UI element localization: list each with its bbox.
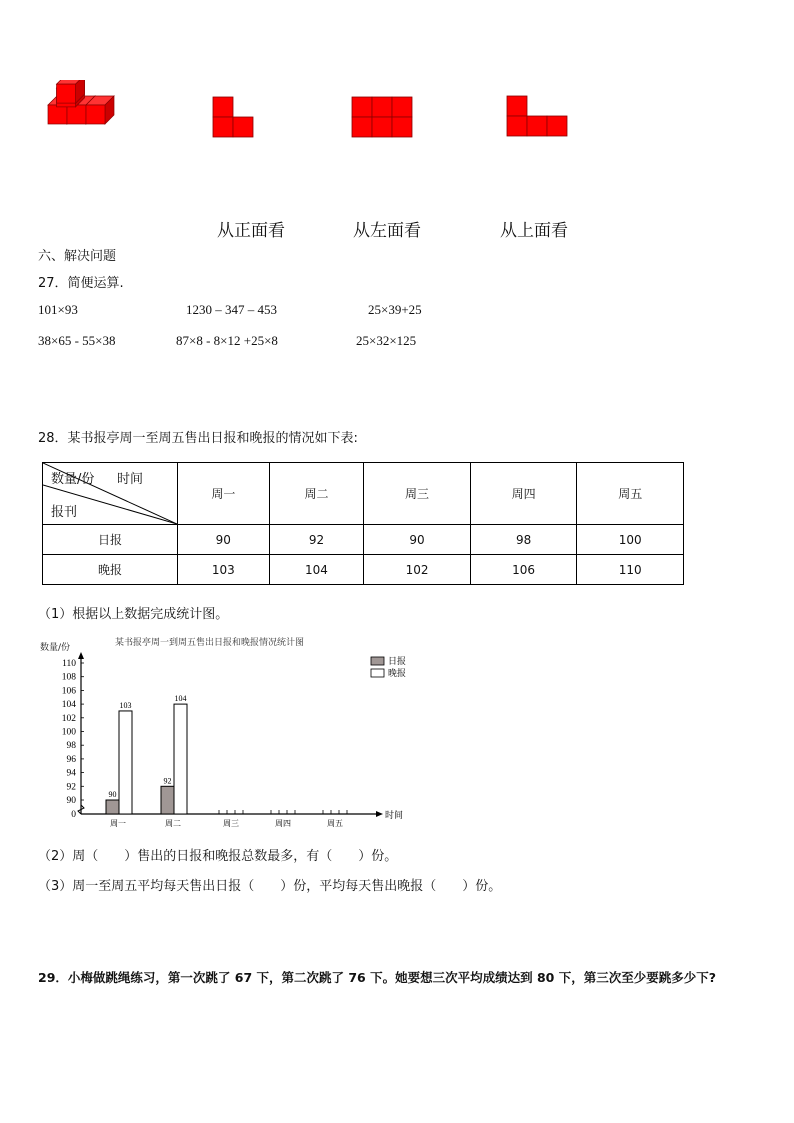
q27-expr-2: 1230 – 347 – 453 [186,302,277,317]
x-tick-label: 周二 [165,819,181,828]
bar-evening [119,711,132,814]
bar-daily [106,800,119,814]
y-tick-label: 96 [66,754,76,765]
header-cell: 周四 [470,463,577,525]
row-label: 晚报 [43,555,178,585]
bar-value-label: 103 [119,700,132,710]
view-square [352,117,372,137]
y-tick-label: 100 [61,727,76,738]
table-cell: 106 [470,555,577,585]
bar-value-label: 90 [108,790,117,799]
q27-expr-6: 25×32×125 [356,333,417,348]
y-axis-arrow [78,652,84,659]
view-label-top: 从上面看 [500,221,568,241]
table-cell: 90 [364,525,471,555]
view-square [352,97,372,117]
cube-front-face [48,105,67,124]
legend-label: 日报 [388,657,407,667]
table-row [43,525,684,555]
x-tick-label: 周四 [275,819,291,828]
x-axis-arrow [376,811,383,817]
q28-sub1: （1）根据以上数据完成统计图。 [38,607,229,622]
header-cell: 周二 [269,463,364,525]
q27-expr-5: 87×8 - 8×12 +25×8 [176,333,278,348]
legend-label: 晚报 [388,669,407,679]
left-view-shape [352,97,412,137]
row-label: 日报 [43,525,178,555]
header-cell: 周一 [178,463,270,525]
cube-front-face [57,84,76,103]
y-tick-label: 106 [61,686,76,697]
header-cell: 周三 [364,463,471,525]
view-label-left: 从左面看 [353,221,421,241]
table-cell: 104 [269,555,364,585]
table-cell: 98 [470,525,577,555]
table-cell: 102 [364,555,471,585]
y-tick-label: 108 [61,672,76,683]
q27-expr-4: 38×65 - 55×38 [38,333,116,348]
y-tick-label: 102 [61,713,76,724]
section-title: 六、解决问题 [38,249,117,264]
view-square [233,117,253,137]
front-view-shape [213,97,253,137]
view-square [372,117,392,137]
header-cell: 周五 [577,463,684,525]
cube-views-figure [40,80,600,150]
q28-sub3: （3）周一至周五平均每天售出日报（ ）份，平均每天售出晚报（ ）份。 [38,879,502,894]
legend-swatch [371,657,384,665]
bar-value-label: 104 [174,694,187,704]
view-square [213,117,233,137]
x-tick-label: 周一 [110,819,126,828]
q27-expr-1: 101×93 [38,302,78,317]
sales-bar-chart [38,632,438,832]
y-tick-label: 94 [66,768,76,779]
table-cell: 92 [269,525,364,555]
chart-xlabel: 时间 [385,811,404,821]
q29-title: 29．小梅做跳绳练习，第一次跳了 67 下，第二次跳了 76 下。她要想三次平均成绩达到 80 下，第三次至少要跳多少下? [38,970,716,985]
q27-expr-3: 25×39+25 [368,302,422,317]
view-square [527,116,547,136]
q28-sub2: （2）周（ ）售出的日报和晚报总数最多，有（ ）份。 [38,849,398,864]
view-square [213,97,233,117]
y-tick-label: 90 [66,796,76,806]
view-square [547,116,567,136]
view-square [507,116,527,136]
view-square [392,117,412,137]
legend-swatch [371,669,384,677]
sales-table [42,462,684,585]
table-cell: 103 [178,555,270,585]
y-tick-label: 104 [61,700,76,711]
corner-bottom-left: 报刊 [51,505,78,520]
table-row [43,555,684,585]
q27-title: 27．简便运算. [38,276,124,291]
y-tick-label: 0 [71,810,76,820]
view-label-front: 从正面看 [217,221,285,241]
table-corner-cell [43,463,178,525]
table-cell: 90 [178,525,270,555]
y-tick-label: 98 [66,741,76,752]
bar-evening [174,704,187,814]
view-square [392,97,412,117]
cube-solid [48,80,114,124]
chart-title: 某书报亭周一到周五售出日报和晚报情况统计图 [115,638,305,648]
x-tick-label: 周三 [223,819,239,828]
cube-front-face [67,105,86,124]
table-cell: 100 [577,525,684,555]
corner-top-left: 数量/份 [51,472,95,487]
y-tick-label: 110 [62,659,76,669]
table-cell: 110 [577,555,684,585]
bar-daily [161,786,174,814]
view-square [507,96,527,116]
top-view-shape [507,96,567,136]
x-tick-label: 周五 [327,819,343,828]
bar-value-label: 92 [163,776,172,786]
q28-title: 28．某书报亭周一至周五售出日报和晚报的情况如下表: [38,431,358,446]
chart-ylabel: 数量/份 [40,643,71,653]
cube-front-face [86,105,105,124]
corner-top-right: 时间 [117,472,144,487]
y-tick-label: 92 [66,782,76,793]
view-square [372,97,392,117]
